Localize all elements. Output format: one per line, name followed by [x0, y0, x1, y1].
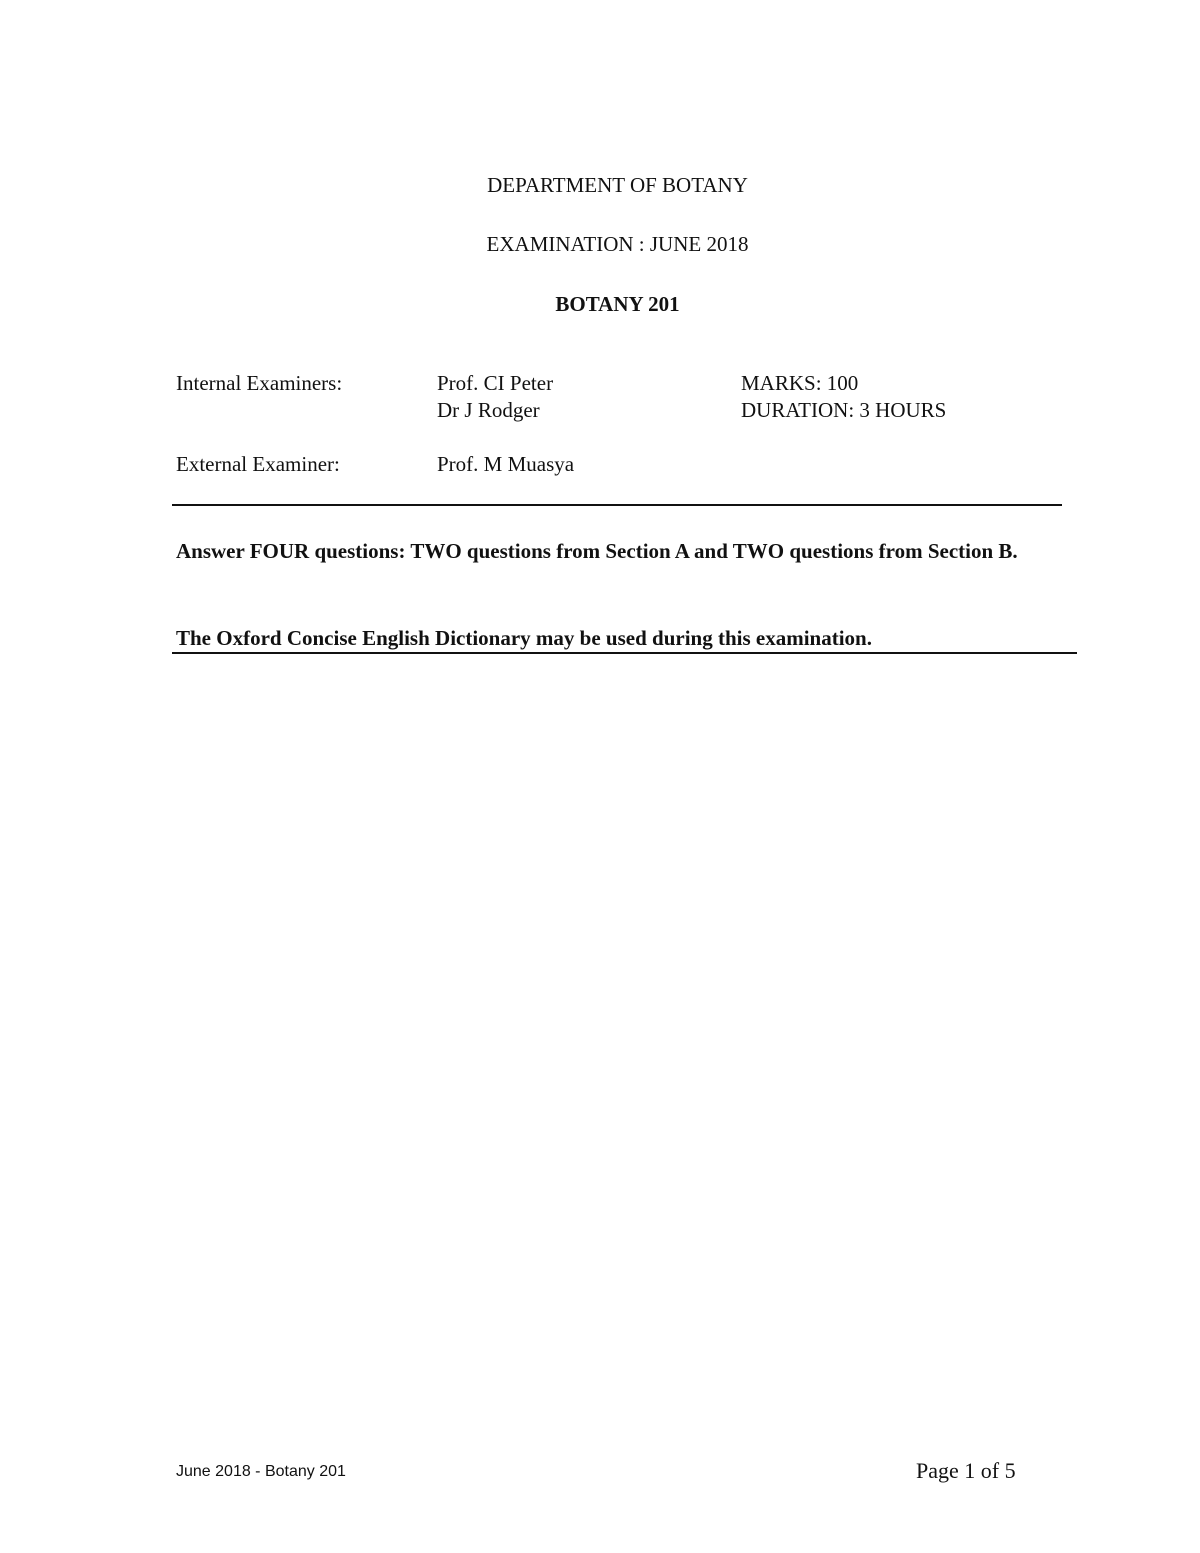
dictionary-note: The Oxford Concise English Dictionary may be used during this examination. — [176, 626, 872, 650]
internal-examiner-name: Prof. CI Peter — [437, 371, 554, 395]
page-number: Page 1 of 5 — [916, 1458, 1016, 1483]
divider-bottom — [172, 652, 1077, 654]
course-title: BOTANY 201 — [555, 292, 680, 316]
external-examiner-name: Prof. M Muasya — [437, 452, 575, 476]
internal-examiner-name: Dr J Rodger — [437, 398, 540, 422]
answer-instructions: Answer FOUR questions: TWO questions from Section A and TWO questions from Section B. — [176, 539, 1018, 563]
footer-course-date: June 2018 - Botany 201 — [176, 1463, 346, 1480]
examination-date: EXAMINATION : JUNE 2018 — [486, 232, 749, 256]
internal-examiners-label: Internal Examiners: — [176, 371, 343, 395]
duration-value: DURATION: 3 HOURS — [741, 398, 947, 422]
marks-value: MARKS: 100 — [741, 371, 859, 395]
divider-top — [172, 504, 1062, 506]
external-examiner-label: External Examiner: — [176, 452, 340, 476]
department-title: DEPARTMENT OF BOTANY — [487, 173, 748, 197]
